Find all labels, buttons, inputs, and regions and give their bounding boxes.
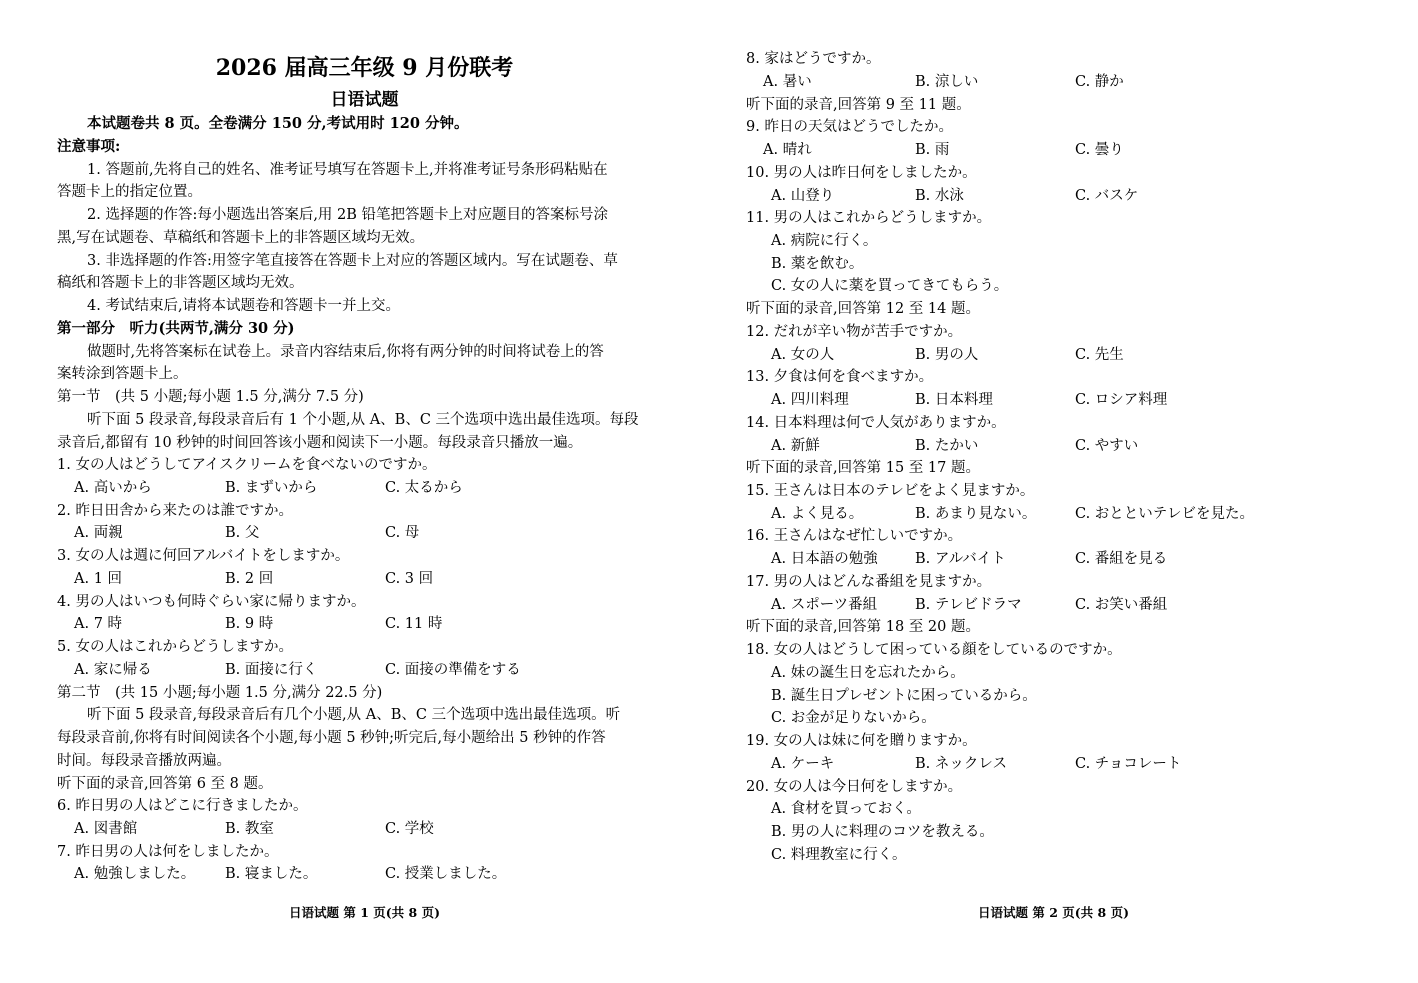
exam-title: 2026 届高三年级 9 月份联考 bbox=[215, 55, 514, 81]
option-a: A. スポーツ番組 bbox=[771, 597, 878, 613]
part-1-heading: 第一部分 听力(共两节,满分 30 分) bbox=[57, 320, 295, 337]
option-b: B. 父 bbox=[225, 525, 260, 541]
option-a: A. 勉強しました。 bbox=[74, 866, 196, 882]
section-2-desc-line-2: 每段录音前,你将有时间阅读各个小题,每小题 5 秒钟;听完后,每小题给出 5 秒钟的作答 bbox=[57, 730, 606, 746]
section-1-heading: 第一节 (共 5 小题;每小题 1.5 分,满分 7.5 分) bbox=[57, 389, 364, 405]
page-footer: 日语试题 第 2 页(共 8 页) bbox=[978, 905, 1129, 920]
question-20: 20. 女の人は今日何をしますか。 bbox=[746, 779, 963, 795]
option-b: B. 寝ました。 bbox=[225, 866, 318, 882]
notes-heading: 注意事项: bbox=[57, 138, 121, 155]
section-2-desc-line-1: 听下面 5 段录音,每段录音后有几个小题,从 A、B、C 三个选项中选出最佳选项。听 bbox=[87, 707, 621, 723]
option-b: B. 水泳 bbox=[915, 188, 964, 204]
option-c: C. 曇り bbox=[1075, 142, 1124, 158]
note-3-line-1: 3. 非选择题的作答:用签字笔直接答在答题卡上对应的答题区域内。写在试题卷、草 bbox=[87, 253, 618, 269]
question-4: 4. 男の人はいつも何時ぐらい家に帰りますか。 bbox=[57, 594, 366, 610]
question-13: 13. 夕食は何を食べますか。 bbox=[746, 369, 934, 385]
option-b: B. 9 時 bbox=[225, 616, 274, 632]
option-b: B. あまり見ない。 bbox=[915, 506, 1037, 522]
question-18-option-a: A. 妹の誕生日を忘れたから。 bbox=[771, 665, 965, 681]
group-heading-12-14: 听下面的录音,回答第 12 至 14 题。 bbox=[746, 301, 980, 317]
option-b: B. 男の人 bbox=[915, 347, 979, 363]
option-a: A. 両親 bbox=[74, 525, 123, 541]
option-c: C. やすい bbox=[1075, 438, 1139, 454]
question-9: 9. 昨日の天気はどうでしたか。 bbox=[746, 119, 953, 135]
option-c: C. 学校 bbox=[385, 821, 434, 837]
option-c: C. ロシア料理 bbox=[1075, 392, 1168, 408]
question-5: 5. 女の人はこれからどうしますか。 bbox=[57, 639, 293, 655]
option-c: C. 太るから bbox=[385, 480, 463, 496]
option-a: A. ケーキ bbox=[771, 756, 835, 772]
option-c: C. 静か bbox=[1075, 74, 1124, 90]
question-2: 2. 昨日田舎から来たのは誰ですか。 bbox=[57, 503, 293, 519]
note-4: 4. 考试结束后,请将本试题卷和答题卡一并上交。 bbox=[87, 298, 401, 314]
question-18-option-b: B. 誕生日プレゼントに困っているから。 bbox=[771, 688, 1037, 704]
option-b: B. 日本料理 bbox=[915, 392, 993, 408]
question-16: 16. 王さんはなぜ忙しいですか。 bbox=[746, 528, 963, 544]
option-b: B. たかい bbox=[915, 438, 979, 454]
option-c: C. 面接の準備をする bbox=[385, 662, 521, 678]
option-b: B. 2 回 bbox=[225, 571, 274, 587]
option-c: C. 授業しました。 bbox=[385, 866, 507, 882]
option-a: A. 暑い bbox=[763, 74, 812, 90]
option-b: B. テレビドラマ bbox=[915, 597, 1022, 613]
option-a: A. 四川料理 bbox=[771, 392, 849, 408]
question-17: 17. 男の人はどんな番組を見ますか。 bbox=[746, 574, 992, 590]
section-2-desc-line-3: 时间。每段录音播放两遍。 bbox=[57, 753, 231, 769]
question-15: 15. 王さんは日本のテレビをよく見ますか。 bbox=[746, 483, 1035, 499]
option-b: B. アルバイト bbox=[915, 551, 1006, 567]
option-a: A. 家に帰る bbox=[74, 662, 152, 678]
option-c: C. チョコレート bbox=[1075, 756, 1182, 772]
note-3-line-2: 稿纸和答题卡上的非答题区域均无效。 bbox=[57, 275, 304, 291]
question-1: 1. 女の人はどうしてアイスクリームを食べないのですか。 bbox=[57, 457, 437, 473]
question-7: 7. 昨日男の人は何をしましたか。 bbox=[57, 844, 279, 860]
note-1-line-1: 1. 答题前,先将自己的姓名、准考证号填写在答题卡上,并将准考证号条形码粘贴在 bbox=[87, 162, 608, 178]
option-c: C. 番組を見る bbox=[1075, 551, 1168, 567]
question-12: 12. だれが辛い物が苦手ですか。 bbox=[746, 324, 963, 340]
note-2-line-1: 2. 选择题的作答:每小题选出答案后,用 2B 铅笔把答题卡上对应题目的答案标号涂 bbox=[87, 207, 609, 223]
option-b: B. 教室 bbox=[225, 821, 274, 837]
option-b: B. ネックレス bbox=[915, 756, 1007, 772]
option-b: B. 面接に行く bbox=[225, 662, 318, 678]
option-c: C. 母 bbox=[385, 525, 420, 541]
section-2-heading: 第二节 (共 15 小题;每小题 1.5 分,满分 22.5 分) bbox=[57, 685, 383, 701]
question-20-option-c: C. 料理教室に行く。 bbox=[771, 847, 907, 863]
option-c: C. おとといテレビを見た。 bbox=[1075, 506, 1255, 522]
option-a: A. 新鮮 bbox=[771, 438, 820, 454]
option-c: C. 先生 bbox=[1075, 347, 1124, 363]
option-b: B. 雨 bbox=[915, 142, 950, 158]
part-1-desc-line-2: 案转涂到答题卡上。 bbox=[57, 366, 188, 382]
option-a: A. 図書館 bbox=[74, 821, 138, 837]
page-footer: 日语试题 第 1 页(共 8 页) bbox=[289, 905, 440, 920]
section-1-desc-line-1: 听下面 5 段录音,每段录音后有 1 个小题,从 A、B、C 三个选项中选出最佳选项。每段 bbox=[87, 412, 639, 428]
group-heading-6-8: 听下面的录音,回答第 6 至 8 题。 bbox=[57, 776, 273, 792]
group-heading-9-11: 听下面的录音,回答第 9 至 11 题。 bbox=[746, 97, 971, 113]
group-heading-18-20: 听下面的录音,回答第 18 至 20 题。 bbox=[746, 619, 980, 635]
question-18-option-c: C. お金が足りないから。 bbox=[771, 710, 936, 726]
note-2-line-2: 黑,写在试题卷、草稿纸和答题卡上的非答题区域均无效。 bbox=[57, 230, 425, 246]
option-a: A. 女の人 bbox=[771, 347, 835, 363]
question-19: 19. 女の人は妹に何を贈りますか。 bbox=[746, 733, 977, 749]
group-heading-15-17: 听下面的录音,回答第 15 至 17 题。 bbox=[746, 460, 980, 476]
question-11-option-a: A. 病院に行く。 bbox=[771, 233, 878, 249]
question-10: 10. 男の人は昨日何をしましたか。 bbox=[746, 165, 977, 181]
question-18: 18. 女の人はどうして困っている顔をしているのですか。 bbox=[746, 642, 1122, 658]
option-c: C. 11 時 bbox=[385, 616, 443, 632]
question-11-option-c: C. 女の人に薬を買ってきてもらう。 bbox=[771, 278, 1009, 294]
exam-intro: 本试题卷共 8 页。全卷满分 150 分,考试用时 120 分钟。 bbox=[87, 115, 469, 132]
option-b: B. まずいから bbox=[225, 480, 318, 496]
part-1-desc-line-1: 做题时,先将答案标在试卷上。录音内容结束后,你将有两分钟的时间将试卷上的答 bbox=[87, 344, 604, 360]
exam-subtitle: 日语试题 bbox=[330, 90, 399, 110]
question-3: 3. 女の人は週に何回アルバイトをしますか。 bbox=[57, 548, 350, 564]
note-1-line-2: 答题卡上的指定位置。 bbox=[57, 184, 202, 200]
option-c: C. 3 回 bbox=[385, 571, 434, 587]
option-a: A. 7 時 bbox=[74, 616, 123, 632]
option-a: A. 1 回 bbox=[74, 571, 123, 587]
question-11: 11. 男の人はこれからどうしますか。 bbox=[746, 210, 992, 226]
option-b: B. 涼しい bbox=[915, 74, 979, 90]
option-a: A. 高いから bbox=[74, 480, 152, 496]
option-c: C. バスケ bbox=[1075, 188, 1139, 204]
question-20-option-b: B. 男の人に料理のコツを教える。 bbox=[771, 824, 994, 840]
option-c: C. お笑い番組 bbox=[1075, 597, 1168, 613]
section-1-desc-line-2: 录音后,都留有 10 秒钟的时间回答该小题和阅读下一小题。每段录音只播放一遍。 bbox=[57, 435, 583, 451]
option-a: A. よく見る。 bbox=[771, 506, 864, 522]
option-a: A. 日本語の勉強 bbox=[771, 551, 878, 567]
question-8: 8. 家はどうですか。 bbox=[746, 51, 881, 67]
question-20-option-a: A. 食材を買っておく。 bbox=[771, 801, 921, 817]
question-6: 6. 昨日男の人はどこに行きましたか。 bbox=[57, 798, 308, 814]
option-a: A. 山登り bbox=[771, 188, 835, 204]
question-11-option-b: B. 薬を飲む。 bbox=[771, 256, 864, 272]
question-14: 14. 日本料理は何で人気がありますか。 bbox=[746, 415, 1006, 431]
option-a: A. 晴れ bbox=[763, 142, 812, 158]
